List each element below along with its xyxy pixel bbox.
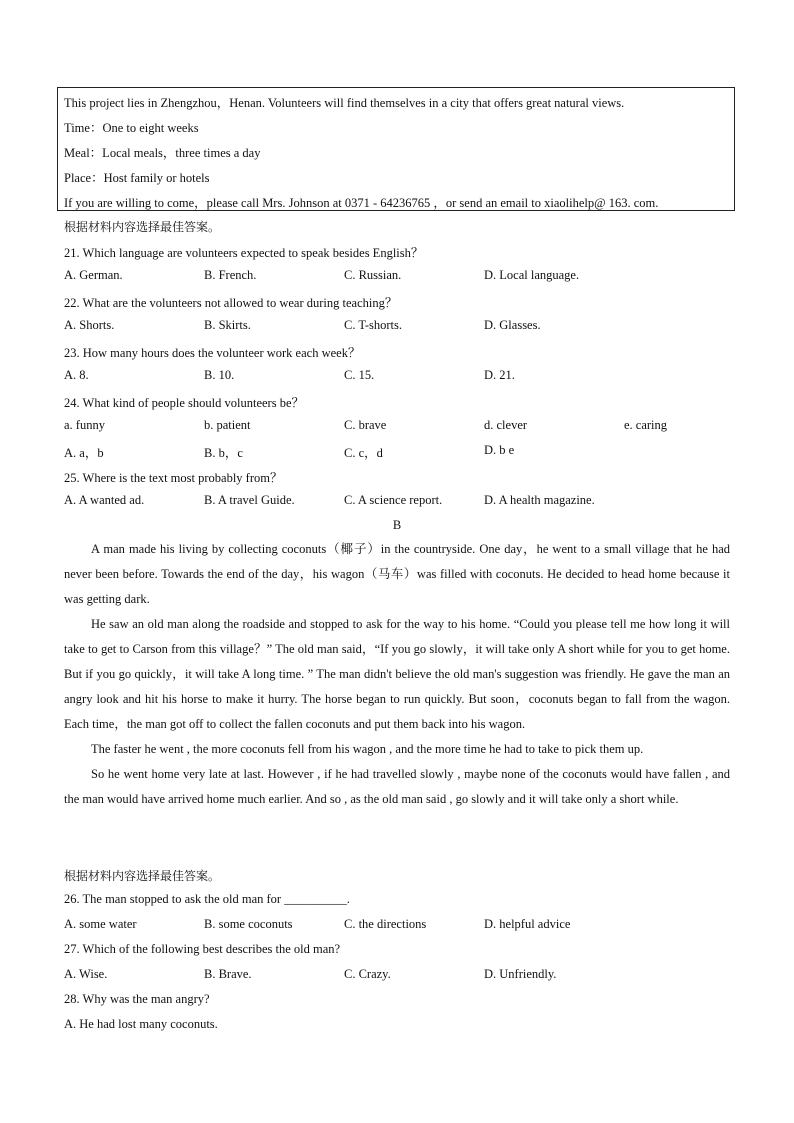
project-location-text: This project lies in Zhengzhou，Henan. Volunteers will find themselves in a city that offers great natural views. bbox=[64, 96, 625, 110]
option-b[interactable]: B. French. bbox=[204, 268, 257, 282]
option-a[interactable]: A. German. bbox=[64, 268, 123, 282]
option-a[interactable]: A. Wise. bbox=[64, 967, 108, 981]
question-25: 25. Where is the text most probably from？ bbox=[64, 471, 283, 485]
passage-paragraph-2: He saw an old man along the roadside and stopped to ask for the way to his home. “Could you please tell me how long it will take to get to Carson from this village？” The old man said，“If you go slowly，it will take only A short while for you to get home. But if you go quickly，it will take A long time. ” The man didn't believe the old man's suggestion was friendly. He gave the man an angry look and hit his horse to make it hurry. The horse began to run quickly. But soon，coconuts began to fall from the wagon. Each time，the man got off to collect the fallen coconuts and put them back into his wagon. bbox=[64, 617, 730, 731]
option-d[interactable]: D. Local language. bbox=[484, 268, 580, 282]
options-23 bbox=[64, 368, 764, 386]
options-27 bbox=[64, 967, 764, 985]
instruction-text: 根据材料内容选择最佳答案。 bbox=[64, 220, 221, 234]
question-28: 28. Why was the man angry? bbox=[64, 992, 210, 1006]
option-a[interactable]: A. He had lost many coconuts. bbox=[64, 1017, 218, 1031]
option-a[interactable]: A. Shorts. bbox=[64, 318, 115, 332]
option-b[interactable]: B. 10. bbox=[204, 368, 235, 382]
options-22 bbox=[64, 318, 764, 336]
question-27: 27. Which of the following best describes the old man? bbox=[64, 942, 341, 956]
section-heading-b: B bbox=[392, 518, 402, 532]
question-26: 26. The man stopped to ask the old man for __________. bbox=[64, 892, 350, 906]
options-24 bbox=[64, 443, 764, 461]
passage-paragraph-3: The faster he went , the more coconuts fell from his wagon , and the more time he had to take to pick them up. bbox=[91, 742, 644, 756]
project-time-text: Time：One to eight weeks bbox=[64, 121, 199, 135]
project-meal-text: Meal：Local meals，three times a day bbox=[64, 146, 261, 160]
traits-24 bbox=[64, 418, 764, 436]
instruction-text-2: 根据材料内容选择最佳答案。 bbox=[64, 869, 221, 883]
trait-c: C. brave bbox=[344, 418, 387, 432]
option-c[interactable]: C. Russian. bbox=[344, 268, 402, 282]
option-a[interactable]: A. 8. bbox=[64, 368, 89, 382]
project-place-text: Place：Host family or hotels bbox=[64, 171, 210, 185]
option-c[interactable]: C. Crazy. bbox=[344, 967, 391, 981]
option-c[interactable]: C. 15. bbox=[344, 368, 375, 382]
option-d[interactable]: D. 21. bbox=[484, 368, 515, 382]
option-a[interactable]: A. A wanted ad. bbox=[64, 493, 145, 507]
option-a[interactable]: A. a，b bbox=[64, 446, 104, 460]
option-b[interactable]: B. some coconuts bbox=[204, 917, 293, 931]
options-26 bbox=[64, 917, 764, 935]
option-b[interactable]: B. Skirts. bbox=[204, 318, 251, 332]
project-info-box bbox=[57, 87, 735, 211]
option-b[interactable]: B. Brave. bbox=[204, 967, 252, 981]
question-22: 22. What are the volunteers not allowed to wear during teaching？ bbox=[64, 296, 398, 310]
option-c[interactable]: C. c，d bbox=[344, 446, 383, 460]
question-24: 24. What kind of people should volunteers be？ bbox=[64, 396, 305, 410]
option-b[interactable]: B. A travel Guide. bbox=[204, 493, 295, 507]
passage-paragraph-4: So he went home very late at last. However , if he had travelled slowly , maybe none of the coconuts would have fallen , and the man would have arrived home much earlier. And so , as the old man said , go slowly and it will take only a short while. bbox=[64, 767, 730, 806]
option-a[interactable]: A. some water bbox=[64, 917, 137, 931]
trait-a: a. funny bbox=[64, 418, 105, 432]
passage-paragraph-1: A man made his living by collecting coconuts（椰子）in the countryside. One day，he went to a small village that he had never been before. Towards the end of the day，his wagon（马车）was filled with coconuts. He decided to head home because it was getting dark. bbox=[64, 542, 730, 606]
project-contact-text: If you are willing to come，please call Mrs. Johnson at 0371 - 64236765 ，or send an email to xiaolihelp@ 163. com. bbox=[64, 196, 659, 210]
option-d[interactable]: D. b e bbox=[484, 443, 515, 457]
question-21: 21. Which language are volunteers expected to speak besides English？ bbox=[64, 246, 424, 260]
question-23: 23. How many hours does the volunteer work each week？ bbox=[64, 346, 361, 360]
trait-b: b. patient bbox=[204, 418, 251, 432]
option-d[interactable]: D. helpful advice bbox=[484, 917, 571, 931]
option-d[interactable]: D. Unfriendly. bbox=[484, 967, 557, 981]
option-d[interactable]: D. Glasses. bbox=[484, 318, 541, 332]
options-25 bbox=[64, 493, 764, 511]
option-c[interactable]: C. A science report. bbox=[344, 493, 443, 507]
passage-b bbox=[64, 537, 730, 812]
option-c[interactable]: C. the directions bbox=[344, 917, 427, 931]
option-b[interactable]: B. b，c bbox=[204, 446, 243, 460]
option-d[interactable]: D. A health magazine. bbox=[484, 493, 595, 507]
option-c[interactable]: C. T-shorts. bbox=[344, 318, 403, 332]
trait-d: d. clever bbox=[484, 418, 528, 432]
trait-e: e. caring bbox=[624, 418, 668, 432]
options-21 bbox=[64, 268, 764, 286]
